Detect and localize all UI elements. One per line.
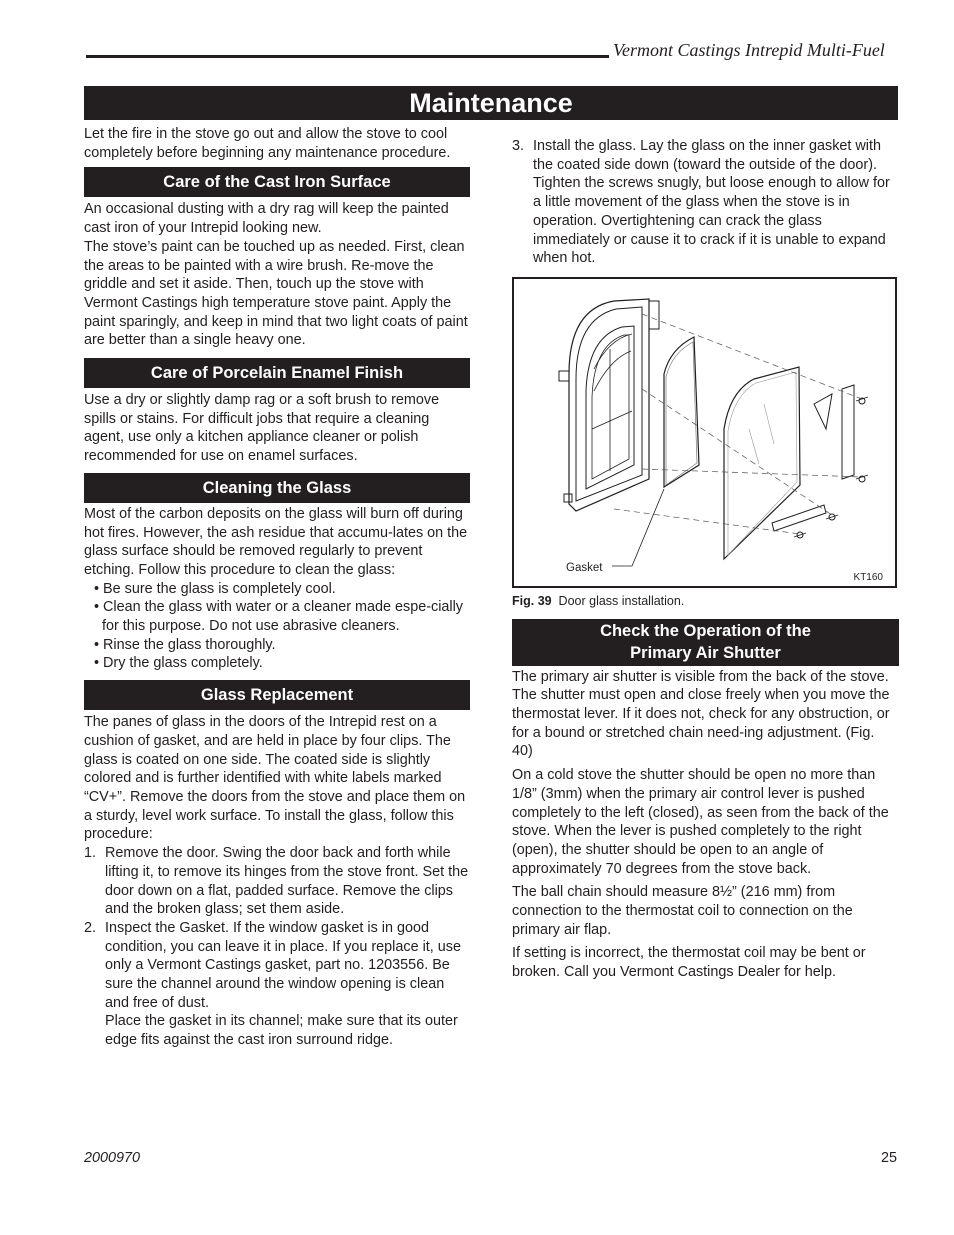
step-text: Install the glass. Lay the glass on the inner gasket with the coated side down (toward the outside of the door). Tighten the screws snugly, but loose enough to allow for a little movement of the glass when the stove is in operation. Overtightening can crack the glass immediately or cause it to crack if it is unable to expand when hot. bbox=[533, 138, 890, 267]
porcelain-paragraph: Use a dry or slightly damp rag or a soft brush to remove spills or stains. For difficult jobs that require a cleaning agent, use only a kitchen appliance cleaner or polish recommended for use on enamel surfaces. bbox=[84, 392, 440, 465]
cast-iron-paragraph-2: The stove’s paint can be touched up as needed. First, clean the areas to be painted with a wire brush. Re-move the griddle and set it aside. Then, touch up the stove with Vermont Castings high temperature stove paint. Apply the paint sparingly, and keep in mind that two light coats of paint are better than a single heavy one. bbox=[84, 238, 468, 349]
shutter-paragraph-4: If setting is incorrect, the thermostat coil may be bent or broken. Call you Vermont Castings Dealer for help. bbox=[512, 945, 866, 981]
heading-line: Primary Air Shutter bbox=[630, 644, 781, 663]
intro-paragraph: Let the fire in the stove go out and allow the stove to cool completely before beginning any maintenance procedure. bbox=[84, 126, 451, 161]
step-text: Place the gasket in its channel; make sure that its outer edge fits against the cast iron surround ridge. bbox=[105, 1013, 458, 1049]
figure-label-gasket: Gasket bbox=[566, 561, 603, 574]
cleaning-bullet: • Be sure the glass is completely cool. bbox=[94, 580, 336, 597]
step-number: 1. bbox=[84, 845, 97, 862]
replacement-step-3 bbox=[512, 137, 899, 268]
step-number: 2. bbox=[84, 919, 97, 936]
section-heading-cleaning-glass: Cleaning the Glass bbox=[84, 473, 470, 503]
replacement-step-1 bbox=[84, 844, 470, 919]
step-text: Inspect the Gasket. If the window gasket is in good condition, you can leave it in place. If you replace it, use only a Vermont Castings gasket, part no. 1203556. Be sure the channel around the window opening is clean and free of dust. bbox=[105, 919, 461, 1011]
right-column bbox=[512, 137, 899, 982]
section-heading-cast-iron: Care of the Cast Iron Surface bbox=[84, 167, 470, 197]
figure-caption bbox=[512, 592, 899, 611]
cleaning-bullet: • Rinse the glass thoroughly. bbox=[94, 636, 276, 653]
replacement-step-2-continued bbox=[84, 1012, 470, 1049]
figure-caption-text: Door glass installation. bbox=[558, 593, 685, 608]
header-title: Vermont Castings Intrepid Multi-Fuel bbox=[613, 40, 885, 60]
page-title: Maintenance bbox=[84, 86, 898, 120]
replacement-step-2 bbox=[84, 919, 470, 1013]
section-heading-glass-replacement: Glass Replacement bbox=[84, 680, 470, 710]
shutter-paragraph-2: On a cold stove the shutter should be open no more than 1/8” (3mm) when the primary air control lever is pushed completely to the left (closed), as seen from the back of the stove. When the lever is pushed completely to the right (open), the shutter should be open to an angle of approximately 70 degrees from the stove back. bbox=[512, 767, 889, 877]
section-heading-primary-air-shutter bbox=[512, 619, 899, 666]
cleaning-paragraph: Most of the carbon deposits on the glass will burn off during hot fires. However, the ash residue that accumu-lates on the glass surface should be removed regularly to prevent etching. Follow this procedure to clean the glass: bbox=[84, 505, 468, 578]
step-text: Remove the door. Swing the door back and forth while lifting it, to remove its hinges from the stove front. Set the door down on a flat, padded surface. Remove the clips and the broken glass; set them aside. bbox=[105, 845, 469, 918]
cleaning-bullet: • Clean the glass with water or a cleaner made espe-cially for this purpose. Do not use abrasive cleaners. bbox=[94, 599, 463, 635]
cleaning-bullet: • Dry the glass completely. bbox=[94, 655, 263, 672]
door-glass-illustration bbox=[514, 279, 895, 586]
figure-code: KT160 bbox=[853, 571, 883, 583]
figure-caption-number: Fig. 39 bbox=[512, 593, 552, 608]
section-heading-porcelain: Care of Porcelain Enamel Finish bbox=[84, 358, 470, 388]
cast-iron-paragraph-1: An occasional dusting with a dry rag will keep the painted cast iron of your Intrepid looking new. bbox=[84, 201, 449, 237]
shutter-paragraph-3: The ball chain should measure 8½” (216 mm) from connection to the thermostat coil to connection on the primary air flap. bbox=[512, 884, 853, 938]
step-number: 3. bbox=[512, 138, 525, 154]
header-rule bbox=[86, 55, 609, 58]
heading-line: Check the Operation of the bbox=[600, 621, 811, 640]
figure-door-glass bbox=[512, 277, 897, 588]
shutter-paragraph-1: The primary air shutter is visible from the back of the stove. The shutter must open and close freely when you move the thermostat lever. If it does not, check for any obstruction, or for a bound or stretched chain need-ing adjustment. (Fig. 40) bbox=[512, 668, 890, 760]
replacement-paragraph: The panes of glass in the doors of the Intrepid rest on a cushion of gasket, and are held in place by four clips. The glass is coated on one side. The coated side is slightly colored and is further identified with white labels marked “CV+”. Remove the doors from the stove and place them on a sturdy, level work surface. To install the glass, follow this procedure: bbox=[84, 714, 466, 843]
left-column bbox=[84, 125, 470, 1050]
footer-page-number: 25 bbox=[880, 1150, 897, 1166]
footer-document-number: 2000970 bbox=[84, 1150, 141, 1166]
